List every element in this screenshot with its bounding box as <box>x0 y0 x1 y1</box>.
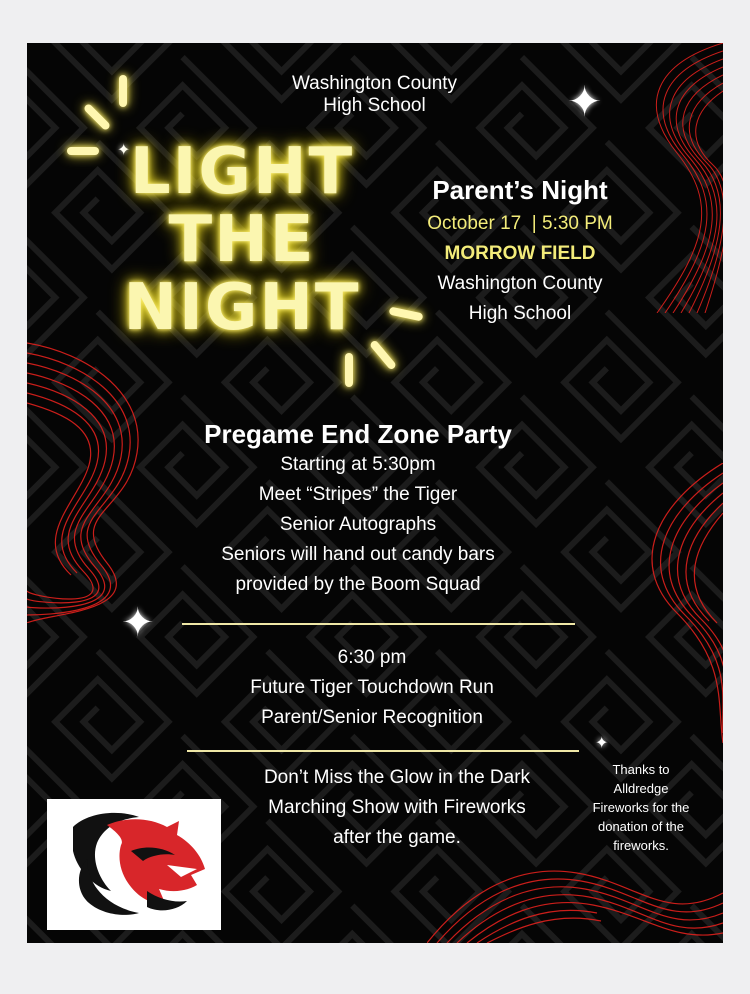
event-title: Parent’s Night <box>432 175 608 205</box>
venue-school-line-2: High School <box>468 303 572 324</box>
after-line: Marching Show with Fireworks <box>268 797 526 818</box>
event-venue: MORROW FIELD <box>444 243 596 264</box>
halftime-time: 6:30 pm <box>337 647 407 668</box>
pregame-line: Senior Autographs <box>279 514 437 535</box>
pregame-line: provided by the Boom Squad <box>235 574 481 595</box>
thanks-line: fireworks. <box>613 838 669 853</box>
thanks-line: Thanks to <box>612 762 670 777</box>
halftime-line: Future Tiger Touchdown Run <box>250 677 494 698</box>
red-ribbon-right <box>617 463 723 743</box>
school-line-1: Washington County <box>291 73 458 94</box>
title-word-light: LIGHT <box>129 135 355 209</box>
thanks-line: Fireworks for the <box>592 800 690 815</box>
section-divider <box>187 750 579 752</box>
school-logo <box>47 799 221 930</box>
title-word-night: NIGHT <box>123 271 361 345</box>
venue-school-line-1: Washington County <box>437 273 603 294</box>
after-game-details <box>227 763 567 853</box>
event-flyer <box>27 43 723 943</box>
section-divider <box>182 623 575 625</box>
pregame-line: Starting at 5:30pm <box>280 454 436 475</box>
pregame-line: Seniors will hand out candy bars <box>221 544 495 565</box>
sponsor-thanks <box>577 760 705 855</box>
sparkle-star-icon: ✦ <box>121 601 155 645</box>
neon-ray <box>119 75 127 107</box>
school-line-2: High School <box>323 95 426 116</box>
after-line: after the game. <box>333 827 461 848</box>
after-line: Don’t Miss the Glow in the Dark <box>263 767 531 788</box>
neon-ray <box>345 353 353 387</box>
school-name-header <box>232 73 517 117</box>
neon-ray <box>67 147 99 155</box>
halftime-details <box>167 643 577 733</box>
event-date-time: October 17 | 5:30 PM <box>427 213 613 234</box>
pregame-line: Meet “Stripes” the Tiger <box>258 484 458 505</box>
thanks-line: donation of the <box>597 819 685 834</box>
sparkle-star-icon: ✦ <box>567 78 603 125</box>
small-star-icon: ✦ <box>117 142 131 159</box>
pregame-heading: Pregame End Zone Party <box>204 419 512 449</box>
thanks-line: Alldredge <box>613 781 669 796</box>
pregame-details <box>127 450 589 600</box>
halftime-line: Parent/Senior Recognition <box>261 707 483 728</box>
small-star-icon: ✦ <box>595 735 609 752</box>
tiger-head-icon <box>47 799 221 930</box>
title-word-the: THE <box>168 203 316 277</box>
